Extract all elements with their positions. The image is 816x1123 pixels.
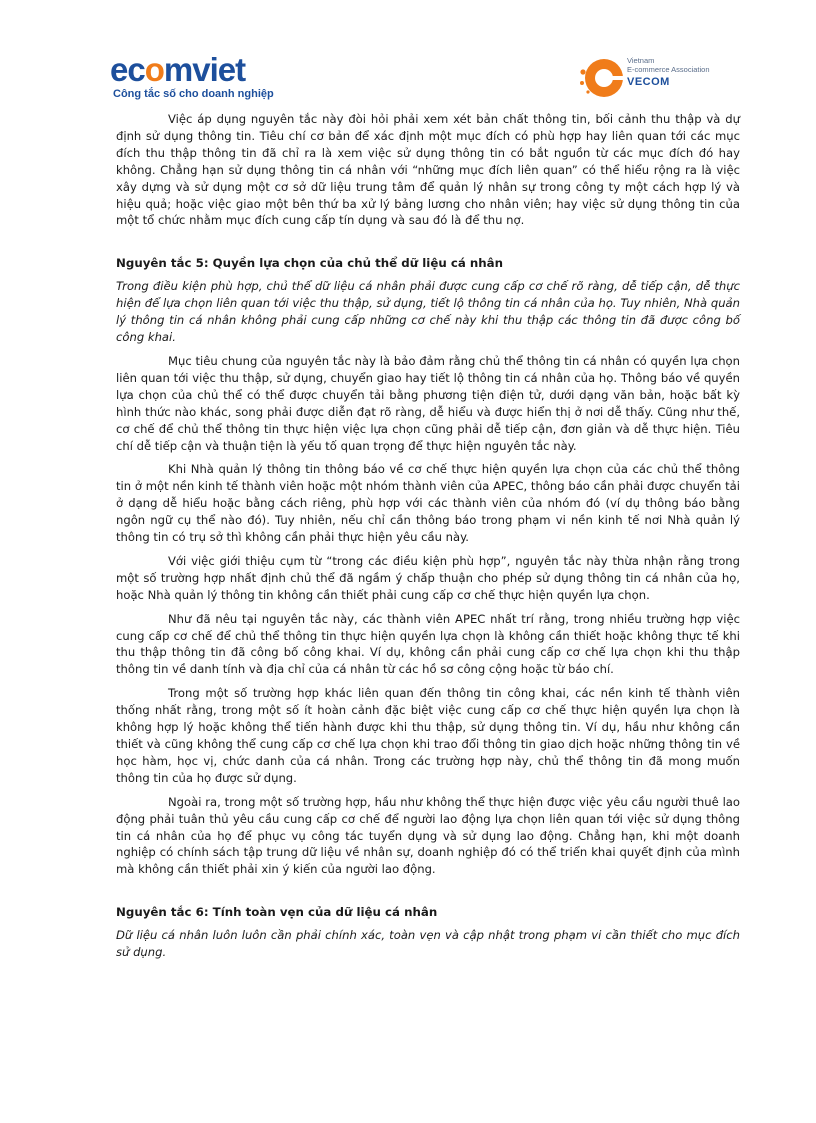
logo-part-o: o — [144, 51, 164, 88]
heading-principle-5: Nguyên tắc 5: Quyền lựa chọn của chủ thể dữ liệu cá nhân — [116, 256, 504, 271]
vecom-caption — [627, 57, 710, 74]
paragraph-3: Mục tiêu chung của nguyên tắc này là bảo đảm rằng chủ thể thông tin cá nhân có quyền lựa chọn liên quan tới việc thu thập, sử dụng, chuyển giao hay tiết lộ thông tin cá nhân của họ. Thông báo về quyền lựa chọn của chủ thể có thể được chuyển tải bằng phương tiện điện tử, dưới dạng văn bản, hoặc bất kỳ hình thức nào khác, song phải được diễn đạt rõ ràng, dễ hiểu và được hiển thị ở nơi dễ thấy. Cũng như thế, cơ chế để chủ thể thông tin thực hiện việc lựa chọn cũng phải dễ tiếp cận, đơn giản và dễ thực hiện. Tiêu chí dễ tiếp cận và thuận tiện là yếu tố quan trọng để thực hiện nguyên tắc này. — [116, 353, 740, 453]
paragraph-4: Khi Nhà quản lý thông tin thông báo về cơ chế thực hiện quyền lựa chọn của các chủ thể thông tin ở một nền kinh tế thành viên hoặc một nhóm thành viên của APEC, thông báo cần phải được chuyển tải ở dạng dễ hiểu hoặc bằng cách riêng, phù hợp với các thành viên của nhóm đó (ví dụ thông báo bằng ngôn ngữ cụ thể nào đó). Tuy nhiên, nếu chỉ cần thông báo trong phạm vi nền kinh tế nơi Nhà quản lý thông tin có trụ sở thì không cần phải thực hiện yêu cầu này. — [116, 462, 740, 545]
principle-6-statement: Dữ liệu cá nhân luôn luôn cần phải chính xác, toàn vẹn và cập nhật trong phạm vi cần thiết cho mục đích sử dụng. — [116, 928, 740, 960]
logo-tagline: Công tắc số cho doanh nghiệp — [113, 88, 274, 100]
paragraph-8: Ngoài ra, trong một số trường hợp, hầu như không thể thực hiện được việc yêu cầu người thuê lao động phải tuân thủ yêu cầu cung cấp cơ chế để người lao động lựa chọn liên quan tới việc sử dụng thông tin cá nhân của họ để phục vụ công tác tuyển dụng và sử dụng lao động. Chẳng hạn, khi một doanh nghiệp có chính sách tập trung dữ liệu về nhân sự, doanh nghiệp đó có thể triển khai quyết định của mình mà không cần thiết phải xin ý kiến của người lao động. — [116, 794, 740, 877]
vecom-line-2: E-commerce Association — [627, 64, 710, 74]
paragraph-6: Như đã nêu tại nguyên tắc này, các thành viên APEC nhất trí rằng, trong nhiều trường hợp việc cung cấp cơ chế để chủ thể thông tin thực hiện quyền lựa chọn là không cần thiết hoặc không thực tế khi thu thập thông tin đã công bố công khai. Ví dụ, không cần phải cung cấp cơ chế lựa chọn khi thu thập thông tin về danh tính và địa chỉ của cá nhân từ các hồ sơ công cộng hoặc từ báo chí. — [116, 611, 740, 677]
ecomviet-wordmark — [110, 52, 245, 88]
ecomviet-logo — [110, 52, 310, 104]
principle-5-statement: Trong điều kiện phù hợp, chủ thể dữ liệu cá nhân phải được cung cấp cơ chế rõ ràng, dễ tiếp cận, dễ thực hiện để lựa chọn liên quan tới việc thu thập, sử dụng, tiết lộ thông tin cá nhân của họ. Tuy nhiên, Nhà quản lý thông tin cá nhân không phải cung cấp những cơ chế này khi thu thập các thông tin đã được công bố công khai. — [116, 279, 740, 345]
logo-part-mviet: mviet — [163, 51, 246, 88]
document-body — [116, 111, 740, 961]
vecom-emblem-icon — [577, 54, 625, 102]
heading-principle-6: Nguyên tắc 6: Tính toàn vẹn của dữ liệu cá nhân — [116, 905, 438, 920]
page-header — [110, 52, 740, 108]
paragraph-7: Trong một số trường hợp khác liên quan đến thông tin công khai, các nền kinh tế thành viên thống nhất rằng, trong một số ít hoàn cảnh đặc biệt việc cung cấp cơ chế thực hiện quyền lựa chọn là không hợp lý hoặc không thể tiến hành được khi thu thập, sử dụng thông tin. Ví dụ, hầu như không cần thiết và cũng không thể cung cấp cơ chế lựa chọn khi trao đổi thông tin giao dịch hoặc những thông tin về học hàm, học vị, chức danh của cá nhân. Trong các trường hợp này, chủ thể thông tin đã mong muốn thông tin của họ được sử dụng. — [116, 686, 740, 785]
vecom-logo — [577, 54, 742, 106]
logo-part-ec: ec — [110, 51, 145, 88]
vecom-line-1: Vietnam — [627, 56, 655, 65]
paragraph-5: Với việc giới thiệu cụm từ “trong các điều kiện phù hợp”, nguyên tắc này thừa nhận rằng trong một số trường hợp nhất định chủ thể đã ngầm ý chấp thuận cho phép sử dụng thông tin cá nhân của họ, hoặc Nhà quản lý thông tin không cần thiết phải cung cấp cơ chế thực hiện quyền lựa chọn. — [116, 553, 740, 602]
paragraph-1: Việc áp dụng nguyên tắc này đòi hỏi phải xem xét bản chất thông tin, bối cảnh thu thập và dự định sử dụng thông tin. Tiêu chí cơ bản để xác định một mục đích có phù hợp hay liên quan tới các mục đích thu thập thông tin đã chỉ ra là xem việc sử dụng thông tin có bắt nguồn từ các mục đích đó hay không. Chẳng hạn sử dụng thông tin cá nhân với “những mục đích liên quan” có thể hiểu rộng ra là việc xây dựng và sử dụng một cơ sở dữ liệu trung tâm để quản lý nhân sự trong công ty một cách hợp lý và hiệu quả; hoặc việc giao một bên thứ ba xử lý bảng lương cho nhân viên; hay việc sử dụng thông tin của một tổ chức nhằm mục đích cung cấp tín dụng và sau đó là để thu nợ. — [116, 112, 740, 228]
vecom-name: VECOM — [627, 76, 670, 88]
